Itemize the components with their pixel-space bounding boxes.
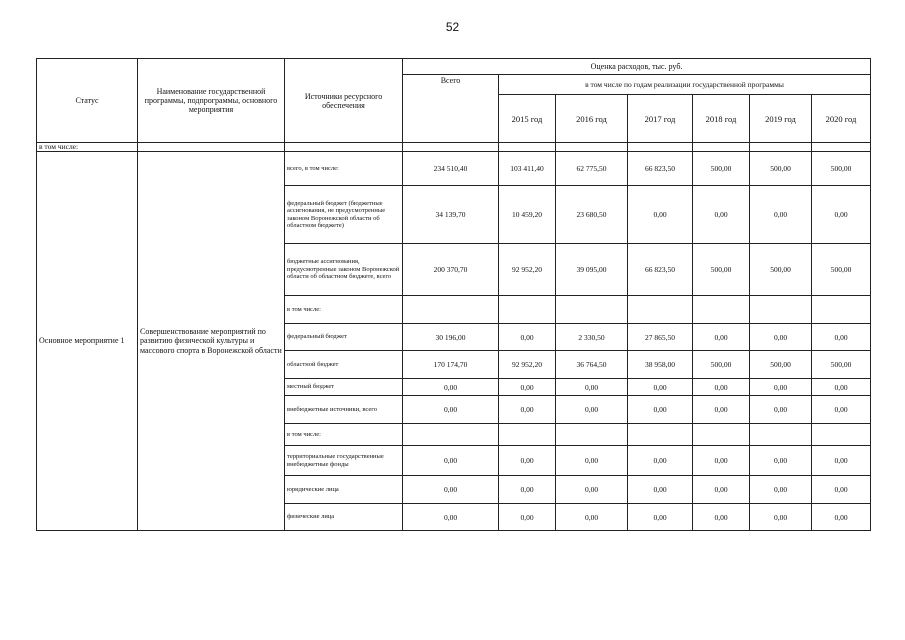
header-total: Всего: [403, 75, 499, 143]
budget-table: [36, 58, 871, 531]
measure-name: Совершенствование мероприятий по развитию физической культуры и массового спорта в Воронежской области: [138, 152, 285, 531]
value-cell: 39 095,00: [556, 244, 628, 296]
value-cell: 92 952,20: [499, 244, 556, 296]
value-cell: 23 680,50: [556, 186, 628, 244]
value-cell: 500,00: [750, 152, 812, 186]
value-cell: 66 823,50: [628, 152, 693, 186]
value-cell: 0,00: [556, 379, 628, 396]
value-cell: 0,00: [812, 504, 871, 531]
value-cell: 0,00: [628, 186, 693, 244]
value-cell: 0,00: [628, 396, 693, 424]
value-cell: 0,00: [403, 446, 499, 476]
value-cell: 0,00: [403, 504, 499, 531]
value-cell: [812, 424, 871, 446]
value-cell: 0,00: [693, 504, 750, 531]
source-label: физические лица: [285, 504, 403, 531]
value-cell: [556, 424, 628, 446]
value-cell: 0,00: [750, 476, 812, 504]
value-cell: 500,00: [750, 351, 812, 379]
value-cell: 0,00: [750, 186, 812, 244]
value-cell: 200 370,70: [403, 244, 499, 296]
value-cell: 0,00: [812, 379, 871, 396]
value-cell: 34 139,70: [403, 186, 499, 244]
header-status: Статус: [37, 59, 138, 143]
value-cell: [628, 296, 693, 324]
value-cell: 0,00: [812, 396, 871, 424]
value-cell: 0,00: [693, 446, 750, 476]
value-cell: 500,00: [812, 152, 871, 186]
source-label: в том числе:: [285, 296, 403, 324]
source-label: местный бюджет: [285, 379, 403, 396]
value-cell: 0,00: [499, 324, 556, 351]
value-cell: [693, 296, 750, 324]
value-cell: [403, 296, 499, 324]
source-label: территориальные государственные внебюджетные фонды: [285, 446, 403, 476]
value-cell: 30 196,00: [403, 324, 499, 351]
header-by-years: в том числе по годам реализации государственной программы: [499, 75, 871, 95]
value-cell: 2 330,50: [556, 324, 628, 351]
value-cell: [750, 296, 812, 324]
value-cell: 500,00: [812, 351, 871, 379]
value-cell: [812, 296, 871, 324]
header-year-2020: 2020 год: [812, 95, 871, 143]
value-cell: [628, 424, 693, 446]
value-cell: 0,00: [403, 476, 499, 504]
value-cell: 0,00: [499, 504, 556, 531]
source-label: федеральный бюджет: [285, 324, 403, 351]
value-cell: 0,00: [693, 186, 750, 244]
value-cell: 66 823,50: [628, 244, 693, 296]
value-cell: 0,00: [628, 446, 693, 476]
value-cell: 0,00: [750, 504, 812, 531]
value-cell: 0,00: [628, 504, 693, 531]
value-cell: 0,00: [693, 476, 750, 504]
value-cell: 0,00: [403, 379, 499, 396]
value-cell: 500,00: [693, 152, 750, 186]
value-cell: 0,00: [499, 476, 556, 504]
value-cell: 0,00: [556, 446, 628, 476]
value-cell: 500,00: [812, 244, 871, 296]
header-name: Наименование государственной программы, подпрограммы, основного мероприятия: [138, 59, 285, 143]
header-year-2016: 2016 год: [556, 95, 628, 143]
value-cell: 170 174,70: [403, 351, 499, 379]
value-cell: 0,00: [556, 396, 628, 424]
page-number: 52: [445, 20, 460, 34]
value-cell: 0,00: [403, 396, 499, 424]
value-cell: 0,00: [693, 379, 750, 396]
value-cell: 0,00: [628, 379, 693, 396]
value-cell: 36 764,50: [556, 351, 628, 379]
value-cell: [403, 424, 499, 446]
value-cell: 0,00: [750, 446, 812, 476]
value-cell: [750, 424, 812, 446]
value-cell: 27 865,50: [628, 324, 693, 351]
source-label: всего, в том числе:: [285, 152, 403, 186]
value-cell: [693, 424, 750, 446]
source-label: бюджетные ассигнования, предусмотренные законом Воронежской области об областном бюджете, всего: [285, 244, 403, 296]
value-cell: 0,00: [750, 324, 812, 351]
value-cell: 0,00: [750, 396, 812, 424]
value-cell: 92 952,20: [499, 351, 556, 379]
source-label: федеральный бюджет (бюджетные ассигнования, не предусмотренные законом Воронежской области об областном бюджете): [285, 186, 403, 244]
value-cell: 0,00: [499, 446, 556, 476]
value-cell: 62 775,50: [556, 152, 628, 186]
value-cell: 103 411,40: [499, 152, 556, 186]
value-cell: [499, 424, 556, 446]
value-cell: [499, 296, 556, 324]
source-label: в том числе:: [285, 424, 403, 446]
value-cell: 234 510,40: [403, 152, 499, 186]
value-cell: 0,00: [750, 379, 812, 396]
value-cell: 0,00: [812, 476, 871, 504]
value-cell: 0,00: [499, 396, 556, 424]
value-cell: 0,00: [628, 476, 693, 504]
including-label: в том числе:: [37, 143, 138, 152]
header-year-2019: 2019 год: [750, 95, 812, 143]
value-cell: 38 958,00: [628, 351, 693, 379]
source-label: юридические лица: [285, 476, 403, 504]
value-cell: 500,00: [693, 244, 750, 296]
value-cell: 0,00: [693, 324, 750, 351]
value-cell: 0,00: [556, 504, 628, 531]
header-expenses: Оценка расходов, тыс. руб.: [403, 59, 871, 75]
header-year-2017: 2017 год: [628, 95, 693, 143]
value-cell: 0,00: [812, 186, 871, 244]
value-cell: 500,00: [750, 244, 812, 296]
value-cell: 0,00: [499, 379, 556, 396]
value-cell: 0,00: [556, 476, 628, 504]
source-label: внебюджетные источники, всего: [285, 396, 403, 424]
header-year-2018: 2018 год: [693, 95, 750, 143]
value-cell: 0,00: [812, 446, 871, 476]
value-cell: [556, 296, 628, 324]
value-cell: 500,00: [693, 351, 750, 379]
header-sources: Источники ресурсного обеспечения: [285, 59, 403, 143]
header-year-2015: 2015 год: [499, 95, 556, 143]
source-label: областной бюджет: [285, 351, 403, 379]
value-cell: 0,00: [693, 396, 750, 424]
value-cell: 0,00: [812, 324, 871, 351]
value-cell: 10 459,20: [499, 186, 556, 244]
status-cell: Основное мероприятие 1: [37, 152, 138, 531]
